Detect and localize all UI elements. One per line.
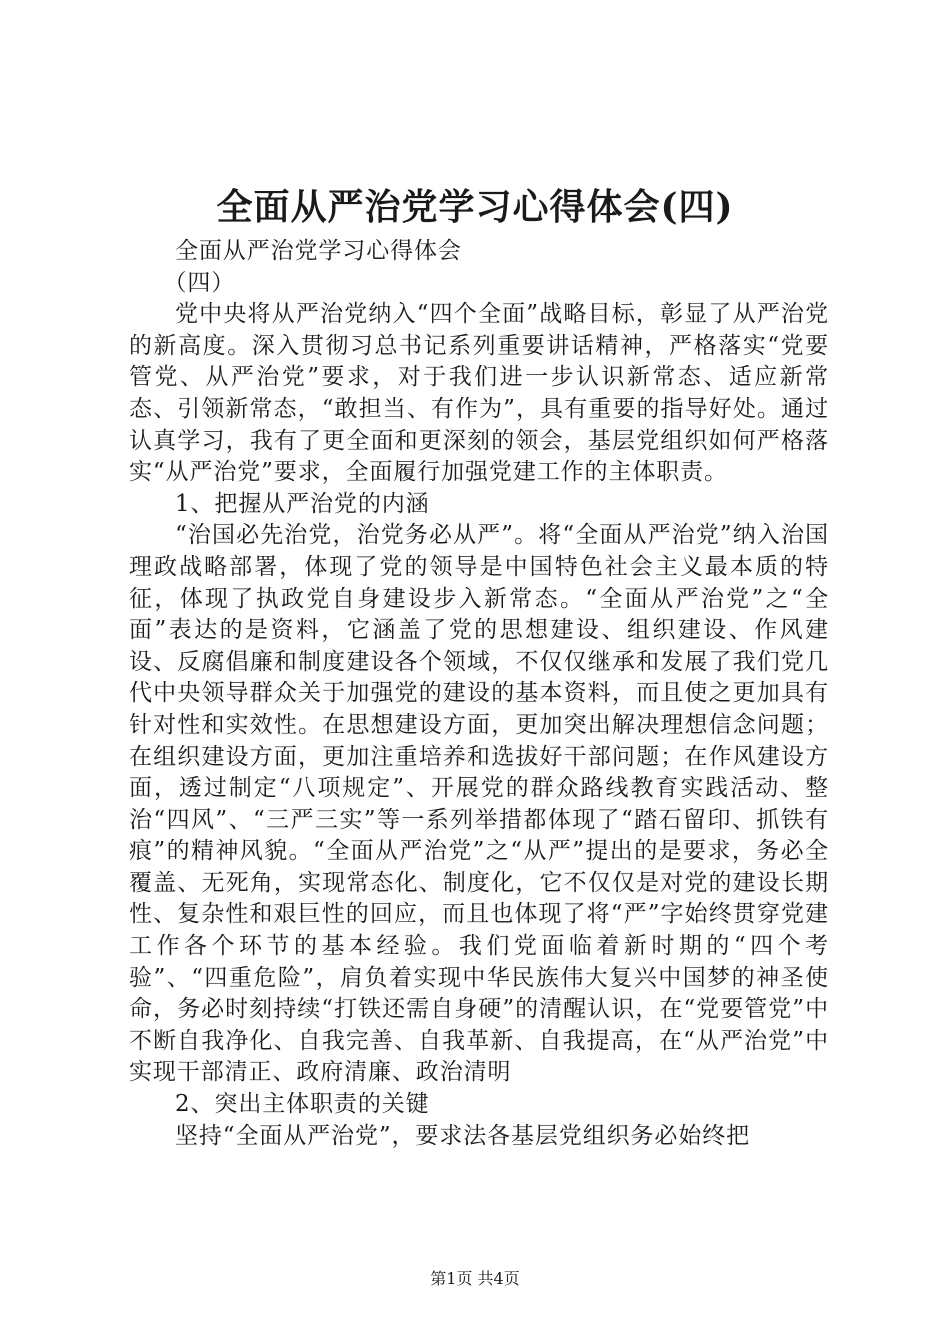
page-footer: 第1页 共4页 — [430, 1269, 520, 1288]
document-title: 全面从严治党学习心得体会(四) — [216, 186, 734, 228]
document-body — [129, 236, 829, 1152]
subtitle-index: （四） — [163, 269, 236, 296]
paragraph-section-1: “治国必先治党，治党务必从严”。将“全面从严治党”纳入治国理政战略部署，体现了党的领导是中国特色社会主义最本质的特征，体现了执政党自身建设步入新常态。“全面从严治党”之“全面”表达的是资料，它涵盖了党的思想建设、组织建设、作风建设、反腐倡廉和制度建设各个领域，不仅仅继承和发展了我们党几代中央领导群众关于加强党的建设的基本资料，而且使之更加具有针对性和实效性。在思想建设方面，更加突出解决理想信念问题；在组织建设方面，更加注重培养和选拔好干部问题；在作风建设方面，透过制定“八项规定”、开展党的群众路线教育实践活动、整治“四风”、“三严三实”等一系列举措都体现了“踏石留印、抓铁有痕”的精神风貌。“全面从严治党”之“从严”提出的是要求，务必全覆盖、无死角，实现常态化、制度化，它不仅仅是对党的建设长期性、复杂性和艰巨性的回应，而且也体现了将“严”字始终贯穿党建工作各个环节的基本经验。我们党面临着新时期的“四个考验”、“四重危险”，肩负着实现中华民族伟大复兴中国梦的神圣使命，务必时刻持续“打铁还需自身硬”的清醒认识，在“党要管党”中不断自我净化、自我完善、自我革新、自我提高，在“从严治党”中实现干部清正、政府清廉、政治清明 — [129, 522, 829, 1086]
paragraph-section-2: 坚持“全面从严治党”，要求法各基层党组织务必始终把 — [175, 1122, 751, 1149]
section-heading-1: 1、把握从严治党的内涵 — [175, 490, 430, 517]
section-heading-2: 2、突出主体职责的关键 — [175, 1091, 430, 1118]
subtitle: 全面从严治党学习心得体会 — [175, 238, 462, 264]
paragraph-intro: 党中央将从严治党纳入“四个全面”战略目标，彰显了从严治党的新高度。深入贯彻习总书记系列重要讲话精神，严格落实“党要管党、从严治党”要求，对于我们进一步认识新常态、适应新常态、引领新常态，“敢担当、有作为”，具有重要的指导好处。通过认真学习，我有了更全面和更深刻的领会，基层党组织如何严格落实“从严治党”要求，全面履行加强党建工作的主体职责。 — [129, 301, 829, 486]
